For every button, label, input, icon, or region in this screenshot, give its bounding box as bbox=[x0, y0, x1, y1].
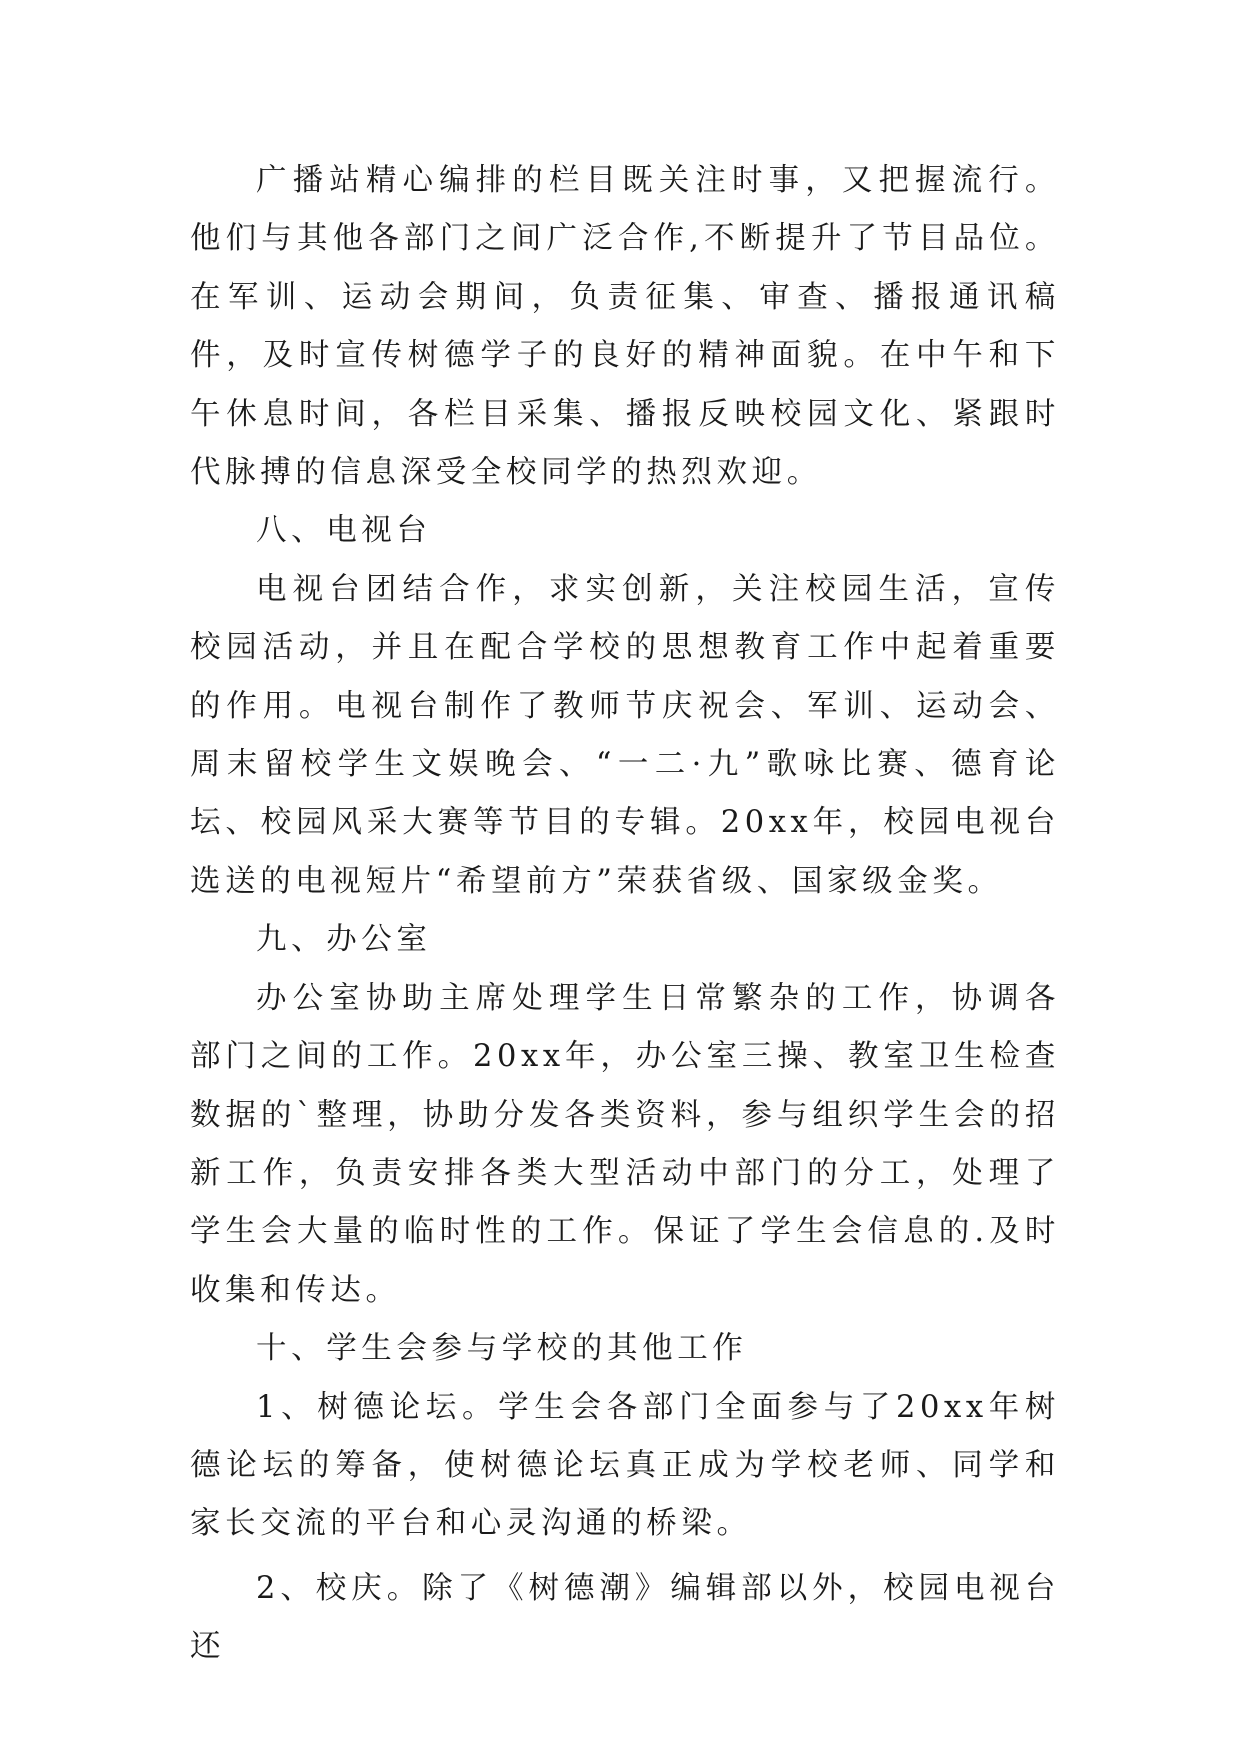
section-heading-other-work: 十、学生会参与学校的其他工作 bbox=[256, 1331, 748, 1367]
paragraph-broadcast-station: 广播站精心编排的栏目既关注时事，又把握流行。他们与其他各部门之间广泛合作,不断提升了节目品位。在军训、运动会期间，负责征集、审查、播报通讯稿件，及时宣传树德学子的良好的精神面貌。在中午和下午休息时间，各栏目采集、播报反映校园文化、紧跟时代脉搏的信息深受全校同学的热烈欢迎。 bbox=[190, 163, 1060, 491]
paragraph-office: 办公室协助主席处理学生日常繁杂的工作，协调各部门之间的工作。20xx年，办公室三操、教室卫生检查数据的`整理，协助分发各类资料，参与组织学生会的招新工作，负责安排各类大型活动中部门的分工，处理了学生会大量的临时性的工作。保证了学生会信息的.及时收集和传达。 bbox=[190, 980, 1060, 1308]
paragraph-school-anniversary: 2、校庆。除了《树德潮》编辑部以外，校园电视台还 bbox=[190, 1570, 1060, 1665]
section-heading-tv-station: 八、电视台 bbox=[256, 513, 432, 549]
section-heading-office: 九、办公室 bbox=[256, 922, 432, 958]
paragraph-tv-station: 电视台团结合作，求实创新，关注校园生活，宣传校园活动，并且在配合学校的思想教育工作中起着重要的作用。电视台制作了教师节庆祝会、军训、运动会、周末留校学生文娱晚会、“一二·九”歌咏比赛、德育论坛、校园风采大赛等节目的专辑。20xx年，校园电视台选送的电视短片“希望前方”荣获省级、国家级金奖。 bbox=[190, 571, 1060, 899]
paragraph-shude-forum: 1、树德论坛。学生会各部门全面参与了20xx年树德论坛的筹备，使树德论坛真正成为学校老师、同学和家长交流的平台和心灵沟通的桥梁。 bbox=[190, 1389, 1060, 1542]
document-body bbox=[190, 152, 1060, 1677]
